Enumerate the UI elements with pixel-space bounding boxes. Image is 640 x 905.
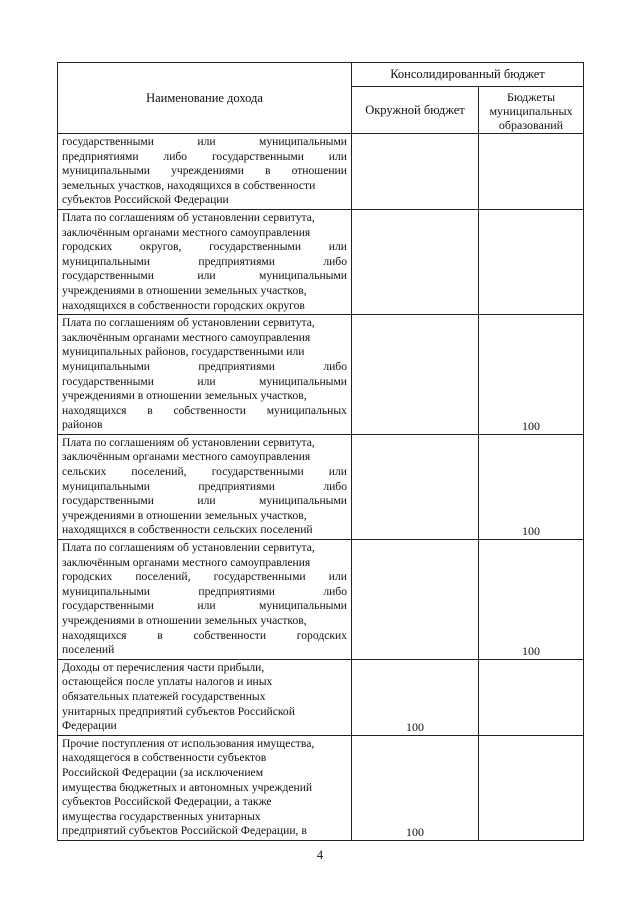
revenue-name-word: государственными	[62, 374, 154, 388]
revenue-name-line	[62, 675, 347, 690]
revenue-name-cell	[58, 434, 352, 539]
revenue-name-word: муниципальными	[62, 359, 151, 373]
revenue-name-word: или	[197, 599, 216, 613]
table-row	[58, 659, 584, 735]
header-revenue-name: Наименование дохода	[58, 63, 352, 134]
municipal-budget-value: 100	[479, 540, 584, 660]
revenue-name-line	[62, 766, 347, 781]
revenue-name-word: сельских	[62, 465, 107, 479]
revenue-name-word: государственными	[62, 135, 154, 148]
revenue-name-word: поселений,	[135, 570, 191, 584]
revenue-name-word: муниципальных	[266, 403, 347, 417]
revenue-name-line	[62, 360, 347, 375]
revenue-name-line	[62, 193, 347, 208]
revenue-name-word: учреждениями в отношении земельных участков,	[62, 614, 307, 627]
revenue-name-word: собственности	[193, 628, 267, 642]
district-budget-value: 100	[352, 659, 479, 735]
revenue-name-line	[62, 737, 347, 752]
revenue-name-word: в	[265, 164, 271, 178]
header-municipal-line: муниципальных	[489, 104, 573, 118]
revenue-name-line	[62, 331, 347, 346]
revenue-name-word: городских	[296, 628, 347, 642]
revenue-name-line	[62, 164, 347, 179]
revenue-name-word: Российской Федерации (за исключением	[62, 765, 264, 779]
revenue-name-word: предприятиями	[198, 584, 275, 598]
revenue-name-word: находящихся	[62, 628, 127, 642]
revenue-name-word: городских	[62, 240, 113, 254]
revenue-name-line	[62, 509, 347, 524]
revenue-name-word: государственными	[213, 570, 306, 584]
revenue-name-word: находящихся в собственности сельских поселений	[62, 523, 313, 537]
revenue-name-line	[62, 211, 347, 226]
revenue-name-line	[62, 465, 347, 480]
revenue-name-line	[62, 284, 347, 299]
revenue-name-line	[62, 523, 347, 538]
revenue-name-line	[62, 299, 347, 314]
revenue-name-word: заключённым органами местного самоуправления	[62, 450, 311, 464]
table-row	[58, 134, 584, 210]
revenue-name-word: или	[328, 240, 347, 254]
revenue-name-word: либо	[163, 149, 188, 163]
revenue-name-word: муниципальными	[62, 254, 151, 268]
revenue-name-word: находящихся в собственности городских округов	[62, 298, 305, 312]
revenue-name-line	[62, 345, 347, 360]
revenue-name-line	[62, 824, 347, 839]
revenue-name-line	[62, 418, 347, 433]
revenue-name-line	[62, 810, 347, 825]
district-budget-value	[352, 434, 479, 539]
revenue-name-word: либо	[323, 359, 347, 373]
revenue-name-word: округов,	[139, 240, 182, 254]
revenue-name-word: земельных участков, находящихся в собственности	[62, 178, 316, 192]
revenue-name-line	[62, 179, 347, 194]
revenue-name-word: учреждениями в отношении земельных участков,	[62, 283, 307, 297]
district-budget-value	[352, 540, 479, 660]
table-row	[58, 540, 584, 660]
revenue-name-word: обязательных платежей государственных	[62, 689, 266, 703]
revenue-name-word: государственными	[211, 465, 304, 479]
revenue-name-word: либо	[323, 479, 347, 493]
header-consolidated-budget: Консолидированный бюджет	[352, 63, 584, 87]
revenue-name-word: предприятиями	[198, 359, 275, 373]
revenue-name-word: Плата по соглашениям об установлении сервитута,	[62, 316, 315, 330]
revenue-name-line	[62, 705, 347, 720]
revenue-name-word: имущества бюджетных и автономных учреждений	[62, 780, 313, 794]
revenue-name-word: районов	[62, 418, 103, 432]
district-budget-value: 100	[352, 735, 479, 840]
revenue-name-word: имущества государственных унитарных	[62, 809, 261, 823]
revenue-name-word: находящегося в собственности субъектов	[62, 751, 267, 765]
revenue-name-word: находящихся	[62, 403, 127, 417]
revenue-name-line	[62, 375, 347, 390]
revenue-name-cell	[58, 735, 352, 840]
revenue-name-word: собственности	[173, 403, 246, 417]
revenue-name-word: государственными	[211, 149, 304, 163]
revenue-name-line	[62, 751, 347, 766]
revenue-name-word: муниципальными	[62, 584, 151, 598]
revenue-name-word: муниципальными	[62, 164, 151, 178]
revenue-name-line	[62, 541, 347, 556]
revenue-name-line	[62, 599, 347, 614]
revenue-name-word: или	[328, 149, 347, 163]
revenue-name-line	[62, 629, 347, 644]
header-municipal-line: Бюджеты	[506, 90, 556, 104]
revenue-name-word: или	[328, 570, 347, 584]
revenue-name-word: предприятий субъектов Российской Федерации, в	[62, 824, 307, 838]
revenue-name-word: или	[197, 269, 216, 283]
revenue-name-word: в	[147, 403, 153, 417]
revenue-name-word: муниципальными	[62, 479, 151, 493]
revenue-name-word: или	[328, 465, 347, 479]
revenue-name-line	[62, 226, 347, 241]
revenue-name-word: муниципальными	[258, 374, 347, 388]
table-row	[58, 315, 584, 435]
municipal-budget-value	[479, 735, 584, 840]
table-row	[58, 209, 584, 314]
revenue-name-word: или	[197, 135, 216, 148]
revenue-name-word: государственными	[209, 240, 302, 254]
revenue-name-word: в	[157, 628, 163, 642]
revenue-name-word: государственными	[62, 599, 154, 613]
revenue-name-line	[62, 135, 347, 150]
revenue-name-word: либо	[323, 254, 347, 268]
page-number: 4	[316, 848, 324, 862]
table-row	[58, 434, 584, 539]
revenue-name-line	[62, 494, 347, 509]
revenue-name-word: учреждениями в отношении земельных участков,	[62, 508, 307, 522]
revenue-name-line	[62, 240, 347, 255]
revenue-name-word: государственными	[62, 269, 154, 283]
revenue-name-line	[62, 585, 347, 600]
revenue-name-cell	[58, 209, 352, 314]
revenue-name-word: заключённым органами местного самоуправления	[62, 225, 311, 239]
municipal-budget-value	[479, 659, 584, 735]
revenue-name-word: Прочие поступления от использования имущества,	[62, 736, 315, 750]
revenue-name-word: отношении	[291, 164, 347, 178]
district-budget-value	[352, 209, 479, 314]
revenue-name-word: предприятиями	[62, 149, 139, 163]
revenue-name-word: или	[197, 374, 216, 388]
revenue-name-line	[62, 404, 347, 419]
revenue-name-line	[62, 389, 347, 404]
revenue-name-word: либо	[323, 584, 347, 598]
revenue-name-word: Плата по соглашениям об установлении сервитута,	[62, 541, 315, 555]
revenue-name-cell	[58, 315, 352, 435]
revenue-name-line	[62, 690, 347, 705]
revenue-name-word: Плата по соглашениям об установлении сервитута,	[62, 435, 315, 449]
table-row	[58, 735, 584, 840]
revenue-name-line	[62, 255, 347, 270]
revenue-name-line	[62, 150, 347, 165]
revenue-name-word: Плата по соглашениям об установлении сервитута,	[62, 210, 315, 224]
revenue-name-word: Доходы от перечисления части прибыли,	[62, 660, 265, 674]
revenue-name-line	[62, 450, 347, 465]
revenue-name-word: предприятиями	[198, 479, 275, 493]
header-municipal-line: образований	[498, 118, 564, 132]
revenue-name-word: учреждениями в отношении земельных участков,	[62, 389, 307, 403]
revenue-name-line	[62, 556, 347, 571]
revenue-name-word: государственными	[62, 494, 154, 508]
revenue-name-line	[62, 719, 347, 734]
table-body	[58, 134, 584, 841]
revenue-table	[57, 62, 584, 841]
municipal-budget-value: 100	[479, 315, 584, 435]
municipal-budget-value: 100	[479, 434, 584, 539]
revenue-name-line	[62, 614, 347, 629]
revenue-name-word: поселений	[62, 643, 115, 657]
revenue-name-word: субъектов Российской Федерации	[62, 193, 229, 207]
revenue-name-line	[62, 781, 347, 796]
revenue-name-word: городских	[62, 570, 113, 584]
revenue-name-word: учреждениями	[171, 164, 244, 178]
header-municipal-budgets	[479, 87, 584, 134]
revenue-name-cell	[58, 659, 352, 735]
revenue-name-line	[62, 661, 347, 676]
revenue-name-word: муниципальными	[258, 494, 347, 508]
revenue-name-line	[62, 269, 347, 284]
revenue-name-line	[62, 480, 347, 495]
revenue-name-word: муниципальными	[258, 599, 347, 613]
revenue-name-line	[62, 570, 347, 585]
municipal-budget-value	[479, 134, 584, 210]
revenue-name-word: муниципальными	[258, 269, 347, 283]
revenue-name-word: муниципальных районов, государственными или	[62, 345, 305, 359]
revenue-name-word: заключённым органами местного самоуправления	[62, 555, 311, 569]
revenue-name-line	[62, 316, 347, 331]
revenue-name-cell	[58, 134, 352, 210]
revenue-name-word: заключённым органами местного самоуправления	[62, 330, 311, 344]
revenue-name-word: или	[197, 494, 216, 508]
municipal-budget-value	[479, 209, 584, 314]
revenue-name-line	[62, 643, 347, 658]
revenue-name-word: предприятиями	[198, 254, 275, 268]
revenue-name-word: поселений,	[131, 465, 187, 479]
revenue-name-line	[62, 436, 347, 451]
district-budget-value	[352, 315, 479, 435]
revenue-name-word: Федерации	[62, 719, 117, 733]
district-budget-value	[352, 134, 479, 210]
revenue-name-line	[62, 795, 347, 810]
revenue-name-cell	[58, 540, 352, 660]
revenue-name-word: унитарных предприятий субъектов Российской	[62, 704, 295, 718]
revenue-name-word: субъектов Российской Федерации, а также	[62, 795, 272, 809]
revenue-name-word: муниципальными	[258, 135, 347, 148]
revenue-name-word: остающейся после уплаты налогов и иных	[62, 675, 273, 689]
header-district-budget: Окружной бюджет	[352, 87, 479, 134]
